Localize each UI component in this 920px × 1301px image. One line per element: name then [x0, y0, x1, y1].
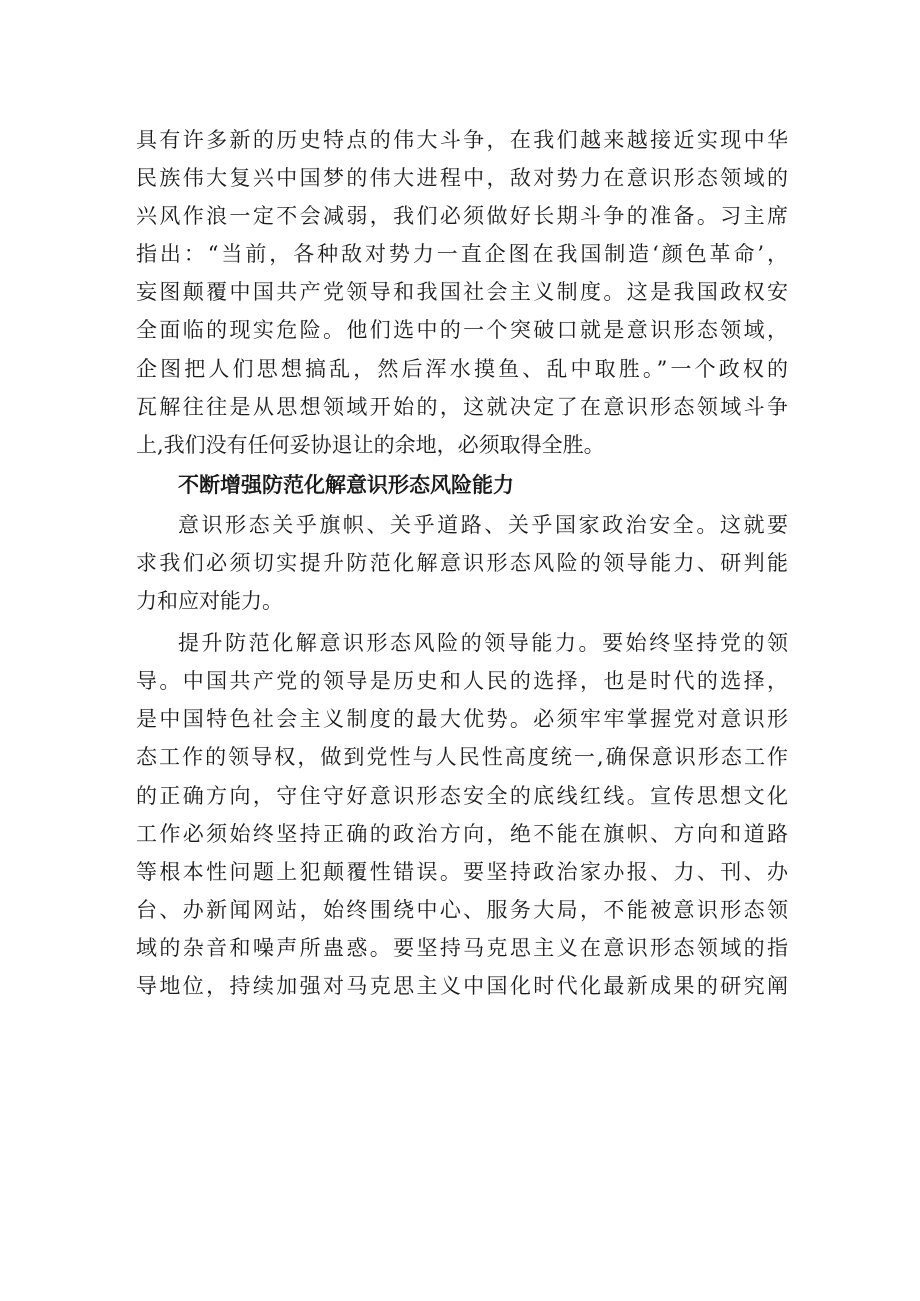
text-line: 求我们必须切实提升防范化解意识形态风险的领导能力、研判能 [136, 550, 788, 575]
text-line: 导。中国共产党的领导是历史和人民的选择，也是时代的选择， [136, 669, 788, 694]
text-line: 力和应对能力。 [136, 589, 283, 614]
text-line: 全面临的现实危险。他们选中的一个突破口就是意识形态领域， [136, 318, 788, 343]
paragraph-leadership [136, 624, 788, 1005]
text-line: 域的杂音和噪声所蛊惑。要坚持马克思主义在意识形态领域的指 [136, 935, 788, 960]
paragraph-struggle [136, 121, 788, 464]
text-line: 民族伟大复兴中国梦的伟大进程中，敌对势力在意识形态领域的 [136, 166, 788, 191]
text-line: 提升防范化解意识形态风险的领导能力。要始终坚持党的领 [178, 631, 788, 656]
section-heading: 不断增强防范化解意识形态风险能力 [178, 472, 514, 497]
text-line: 瓦解往往是从思想领域开始的，这就决定了在意识形态领域斗争 [136, 394, 788, 419]
text-line: 妄图颠覆中国共产党领导和我国社会主义制度。这是我国政权安 [136, 280, 788, 305]
text-line: 的正确方向，守住守好意识形态安全的底线红线。宣传思想文化 [136, 783, 788, 808]
document-page [136, 121, 788, 1005]
text-line: 工作必须始终坚持正确的政治方向，绝不能在旗帜、方向和道路 [136, 821, 788, 846]
paragraph-intro [136, 506, 788, 620]
text-line: 兴风作浪一定不会减弱，我们必须做好长期斗争的准备。习主席 [136, 204, 788, 229]
text-line: 台、办新闻网站，始终围绕中心、服务大局，不能被意识形态领 [136, 897, 788, 922]
text-line: 上,我们没有任何妥协退让的余地，必须取得全胜。 [136, 432, 605, 457]
text-line: 指出：“当前，各种敌对势力一直企图在我国制造‘颜色革命’， [136, 242, 788, 267]
text-line: 等根本性问题上犯颠覆性错误。要坚持政治家办报、力、刊、办 [136, 859, 788, 884]
text-line: 导地位，持续加强对马克思主义中国化时代化最新成果的研究阐 [136, 973, 788, 998]
text-line: 企图把人们思想搞乱，然后浑水摸鱼、乱中取胜。”一个政权的 [136, 356, 788, 381]
text-line: 具有许多新的历史特点的伟大斗争，在我们越来越接近实现中华 [136, 128, 788, 152]
text-line: 态工作的领导权，做到党性与人民性高度统一,确保意识形态工作 [136, 745, 788, 770]
text-line: 是中国特色社会主义制度的最大优势。必须牢牢掌握党对意识形 [136, 707, 788, 732]
text-line: 意识形态关乎旗帜、关乎道路、关乎国家政治安全。这就要 [178, 512, 788, 537]
